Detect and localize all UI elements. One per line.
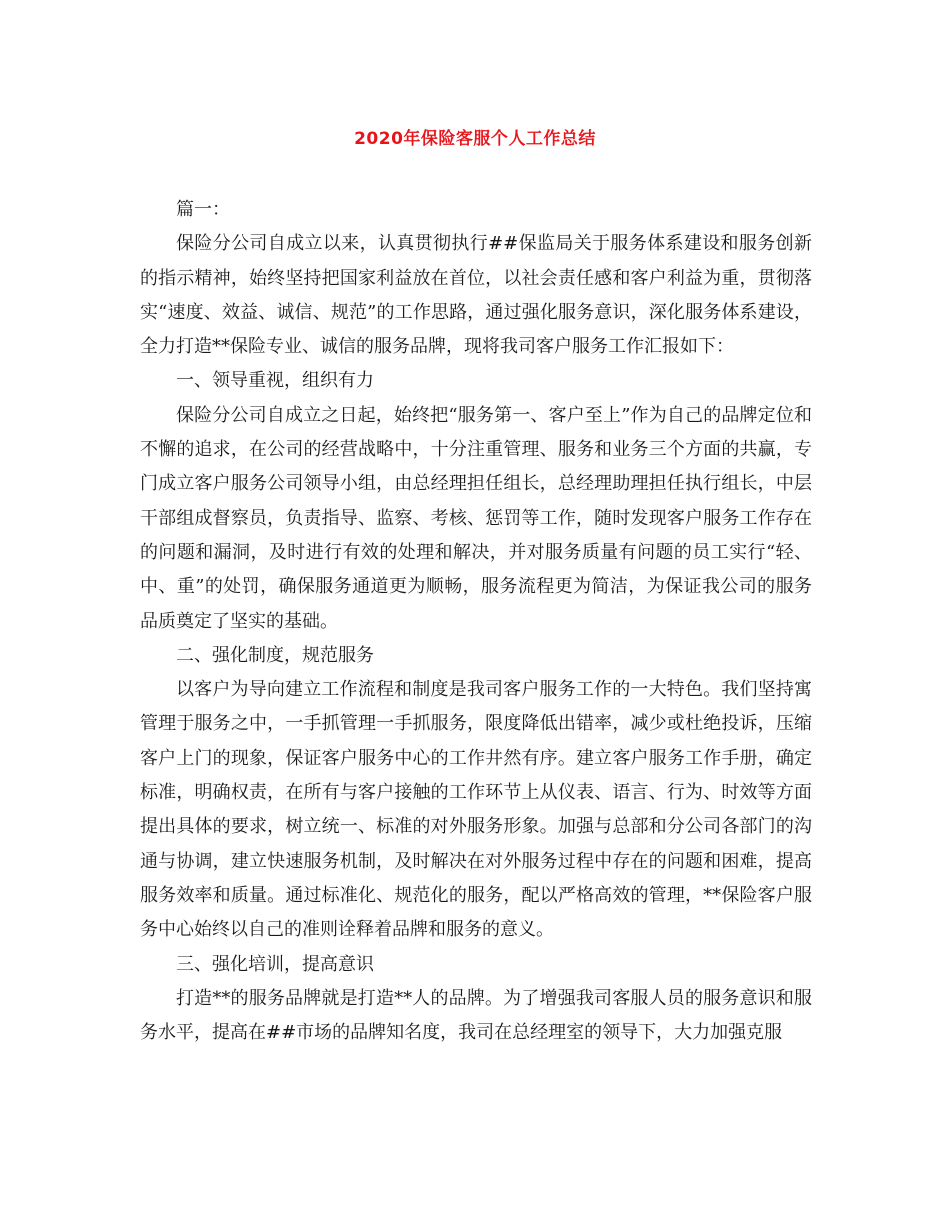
section-heading-part-one: 篇一： — [176, 199, 230, 220]
paragraph-training: 打造**的服务品牌就是打造**人的品牌。为了增强我司客服人员的服务意识和服务水平，提高在##市场的品牌知名度，我司在总经理室的领导下，大力加强克服 — [140, 987, 812, 1044]
section-heading-training: 三、强化培训，提高意识 — [176, 953, 374, 975]
paragraph-intro: 保险分公司自成立以来，认真贯彻执行##保监局关于服务体系建设和服务创新的指示精神，始终坚持把国家利益放在首位，以社会责任感和客户利益为重，贯彻落实“速度、效益、诚信、规范”的工作思路，通过强化服务意识，深化服务体系建设，全力打造**保险专业、诚信的服务品牌，现将我司客户服务工作汇报如下： — [140, 233, 812, 358]
paragraph-system: 以客户为导向建立工作流程和制度是我司客户服务工作的一大特色。我们坚持寓管理于服务之中，一手抓管理一手抓服务，限度降低出错率，减少或杜绝投诉，压缩客户上门的现象，保证客户服务中心的工作井然有序。建立客户服务工作手册，确定标准，明确权责，在所有与客户接触的工作环节上从仪表、语言、行为、时效等方面提出具体的要求，树立统一、标准的对外服务形象。加强与总部和分公司各部门的沟通与协调，建立快速服务机制，及时解决在对外服务过程中存在的问题和困难，提高服务效率和质量。通过标准化、规范化的服务，配以严格高效的管理，**保险客户服务中心始终以自己的准则诠释着品牌和服务的意义。 — [140, 679, 812, 941]
section-heading-leadership: 一、领导重视，组织有力 — [176, 370, 374, 392]
document-title: 2020年保险客服个人工作总结 — [354, 129, 596, 149]
document-body — [140, 193, 812, 1050]
section-heading-system: 二、强化制度，规范服务 — [176, 644, 374, 666]
paragraph-leadership: 保险分公司自成立之日起，始终把“服务第一、客户至上”作为自己的品牌定位和不懈的追求，在公司的经营战略中，十分注重管理、服务和业务三个方面的共赢，专门成立客户服务公司领导小组，由总经理担任组长，总经理助理担任执行组长，中层干部组成督察员，负责指导、监察、考核、惩罚等工作，随时发现客户服务工作存在的问题和漏洞，及时进行有效的处理和解决，并对服务质量有问题的员工实行“轻、中、重”的处罚，确保服务通道更为顺畅，服务流程更为简洁，为保证我公司的服务品质奠定了坚实的基础。 — [140, 404, 812, 632]
